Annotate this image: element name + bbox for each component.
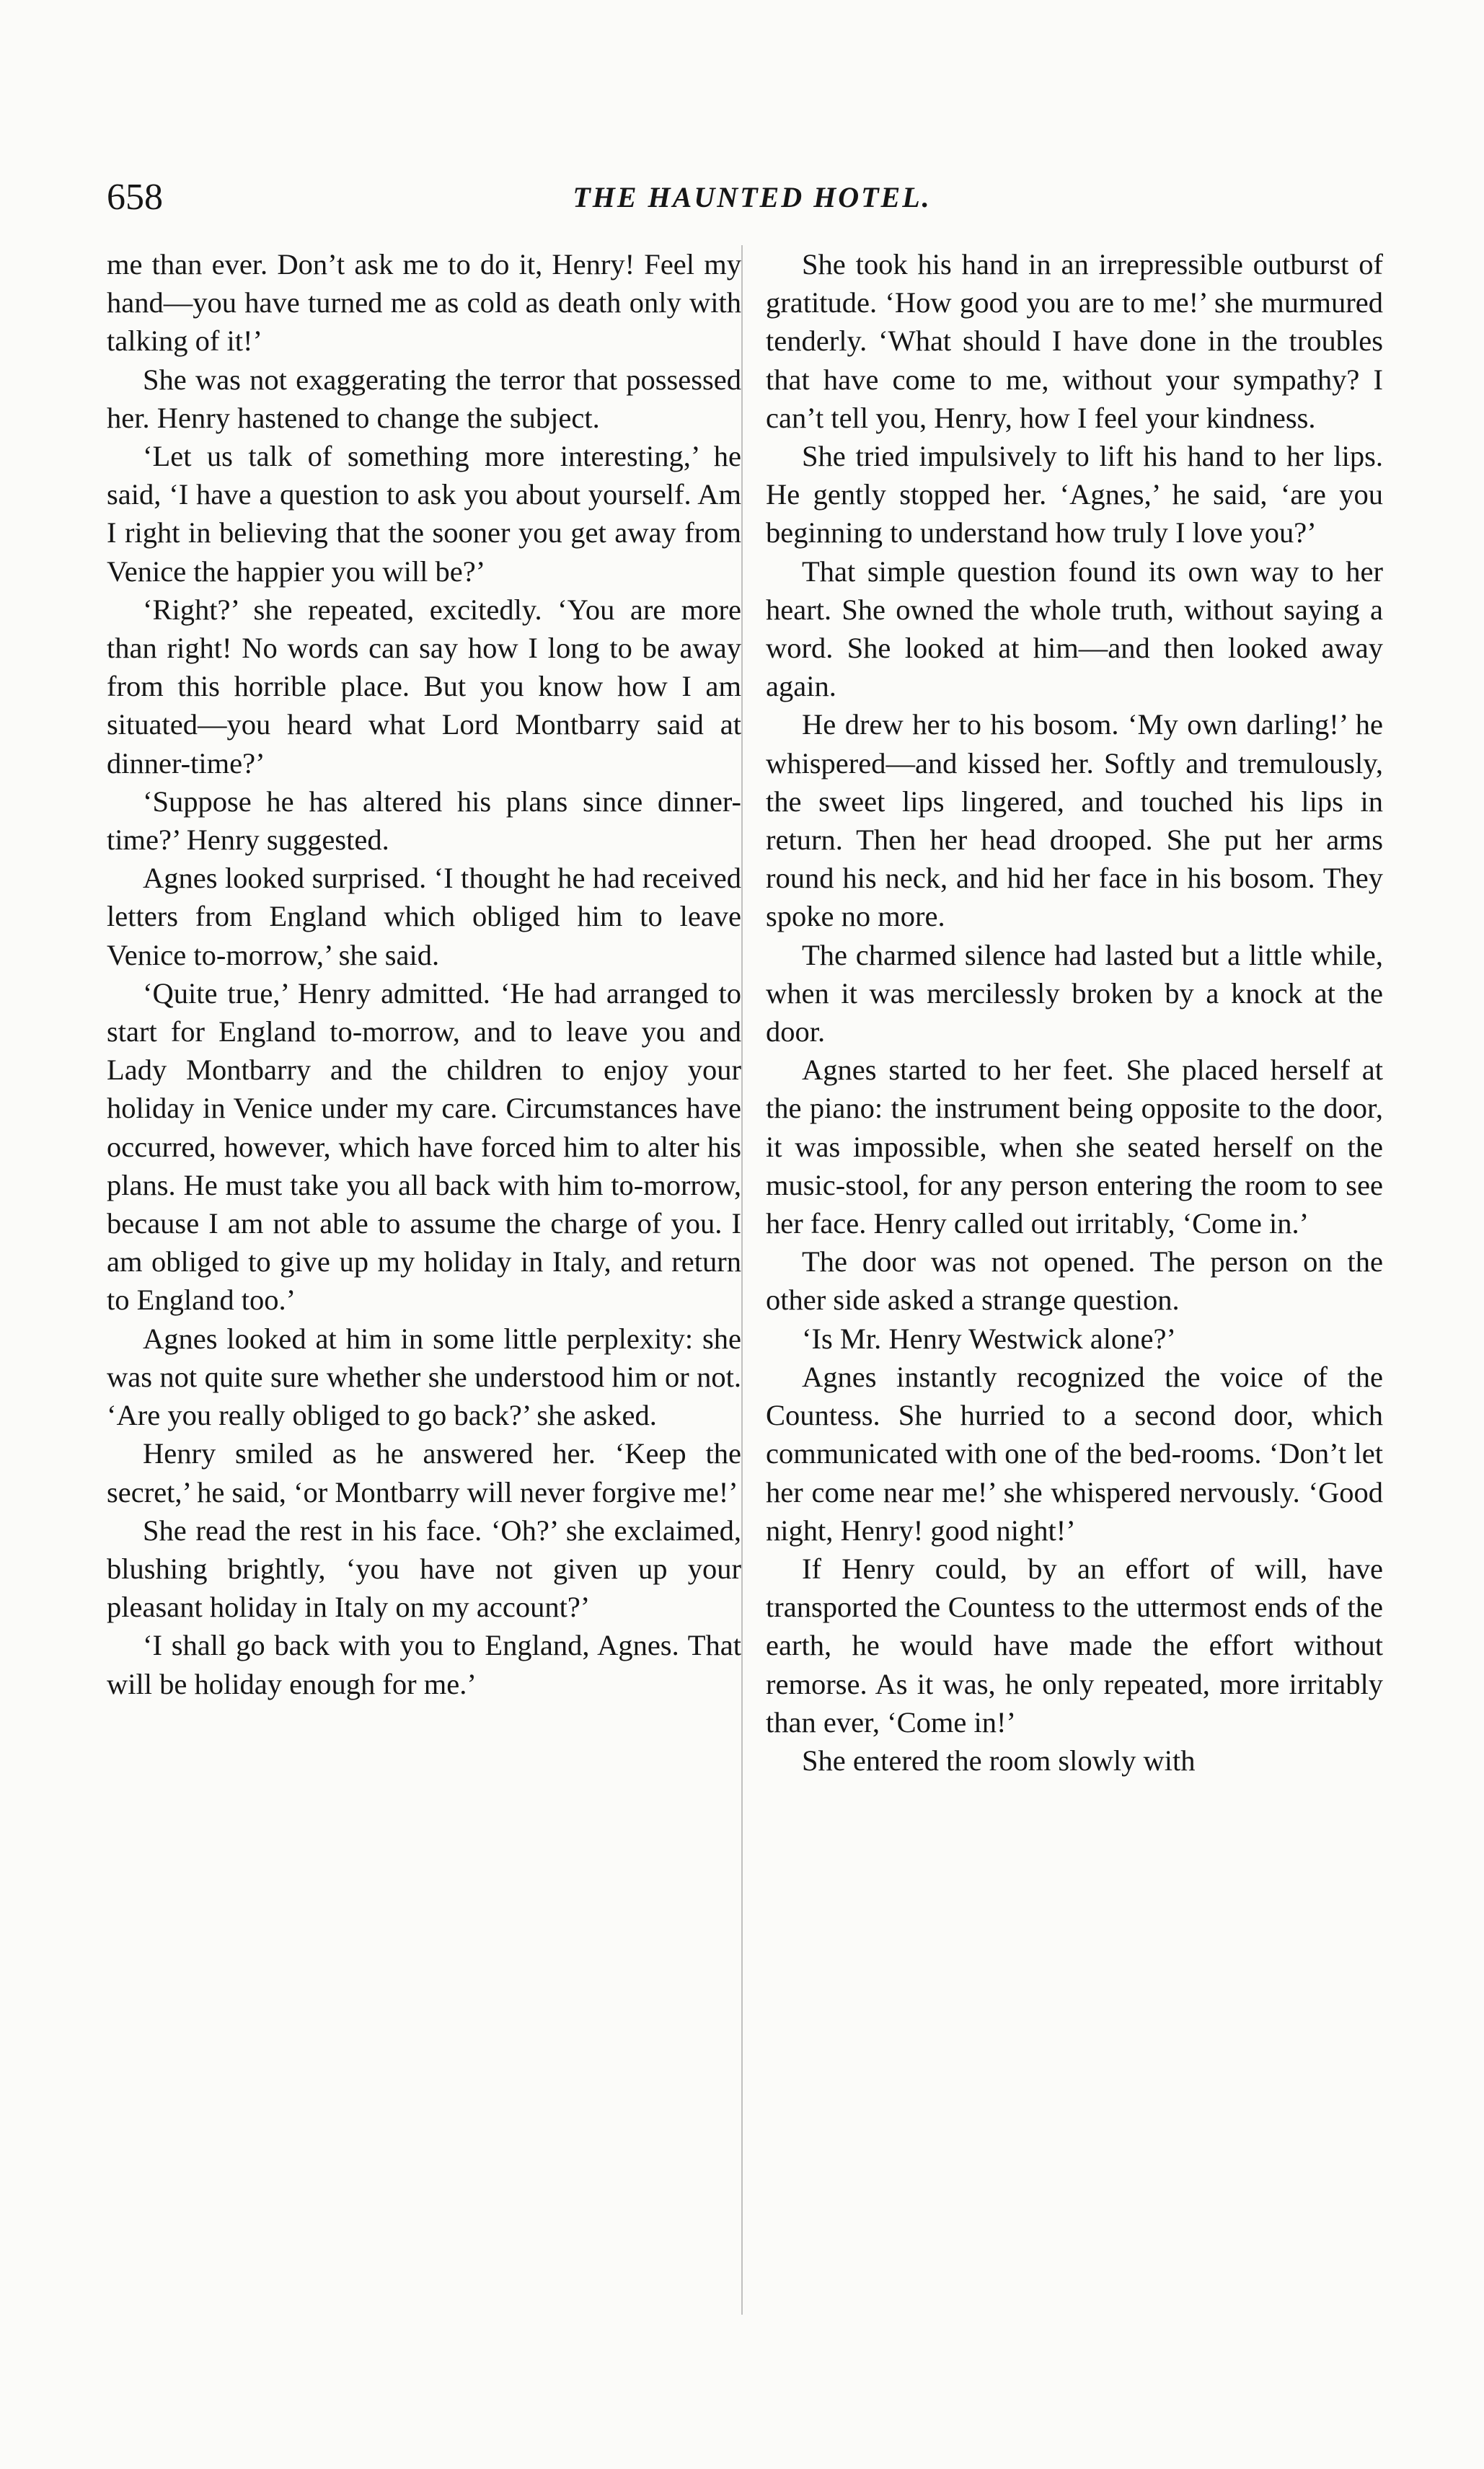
paragraph: He drew her to his bosom. ‘My own darling!’ he whispered—and kissed her. Softly and tremulously, the sweet lips lingered, and touched his lips in return. Then her head drooped. She put her arms round his neck, and hid her face in his bosom. They spoke no more. — [766, 708, 1383, 933]
paragraph: The door was not opened. The person on the other side asked a strange question. — [766, 1245, 1383, 1317]
paragraph: Henry smiled as he answered her. ‘Keep the secret,’ he said, ‘or Montbarry will never forgive me!’ — [107, 1437, 741, 1509]
paragraph: ‘I shall go back with you to England, Agnes. That will be holiday enough for me.’ — [107, 1629, 741, 1700]
left-column — [107, 245, 741, 1703]
paragraph: ‘Is Mr. Henry Westwick alone?’ — [802, 1322, 1176, 1355]
paragraph: ‘Suppose he has altered his plans since dinner-time?’ Henry suggested. — [107, 785, 741, 857]
paragraph: ‘Quite true,’ Henry admitted. ‘He had arranged to start for England to-morrow, and to leave you and Lady Montbarry and the children to enjoy your holiday in Venice under my care. Circumstances have occurred, however, which have forced him to alter his plans. He must take you all back with him to-morrow, because I am not able to assume the charge of you. I am obliged to give up my holiday in Italy, and return to England too.’ — [107, 976, 741, 1317]
paragraph: She read the rest in his face. ‘Oh?’ she exclaimed, blushing brightly, ‘you have not given up your pleasant holiday in Italy on my account?’ — [107, 1514, 741, 1624]
paragraph: Agnes looked surprised. ‘I thought he had received letters from England which obliged him to leave Venice to-morrow,’ she said. — [107, 862, 741, 971]
paragraph: ‘Let us talk of something more interesting,’ he said, ‘I have a question to ask you about yourself. Am I right in believing that the sooner you get away from Venice the happier you will be?’ — [107, 440, 741, 588]
paragraph: Agnes instantly recognized the voice of the Countess. She hurried to a second door, which communicated with one of the bed-rooms. ‘Don’t let her come near me!’ she whispered nervously. ‘Good night, Henry! good night!’ — [766, 1360, 1383, 1547]
paragraph: me than ever. Don’t ask me to do it, Henry! Feel my hand—you have turned me as cold as death only with talking of it!’ — [107, 248, 741, 358]
paragraph: She was not exaggerating the terror that possessed her. Henry hastened to change the subject. — [107, 363, 741, 434]
paragraph: ‘Right?’ she repeated, excitedly. ‘You are more than right! No words can say how I long to be away from this horrible place. But you know how I am situated—you heard what Lord Montbarry said at dinner-time?’ — [107, 593, 741, 779]
page-number: 658 — [107, 177, 163, 218]
running-title: THE HAUNTED HOTEL. — [573, 181, 932, 213]
paragraph: Agnes looked at him in some little perplexity: she was not quite sure whether she understood him or not. ‘Are you really obliged to go back?’ she asked. — [107, 1322, 741, 1432]
paragraph: She took his hand in an irrepressible outburst of gratitude. ‘How good you are to me!’ she murmured tenderly. ‘What should I have done in the troubles that have come to me, without your sympathy? I can’t tell you, Henry, how I feel your kindness. — [766, 248, 1383, 434]
column-divider — [741, 245, 743, 2315]
paragraph: She entered the room slowly with — [802, 1744, 1196, 1777]
paragraph: If Henry could, by an effort of will, have transported the Countess to the uttermost ends of the earth, he would have made the effort without remorse. As it was, he only repeated, more irritably than ever, ‘Come in!’ — [766, 1552, 1383, 1739]
page-header — [107, 176, 1397, 228]
paragraph: Agnes started to her feet. She placed herself at the piano: the instrument being opposite to the door, it was impossible, when she seated herself on the music-stool, for any person entering the room to see her face. Henry called out irritably, ‘Come in.’ — [766, 1054, 1383, 1240]
right-column — [766, 245, 1383, 1780]
paragraph: The charmed silence had lasted but a little while, when it was mercilessly broken by a knock at the door. — [766, 938, 1383, 1048]
paragraph: She tried impulsively to lift his hand to her lips. He gently stopped her. ‘Agnes,’ he said, ‘are you beginning to understand how truly I love you?’ — [766, 440, 1383, 549]
paragraph: That simple question found its own way to her heart. She owned the whole truth, without saying a word. She looked at him—and then looked away again. — [766, 555, 1383, 703]
